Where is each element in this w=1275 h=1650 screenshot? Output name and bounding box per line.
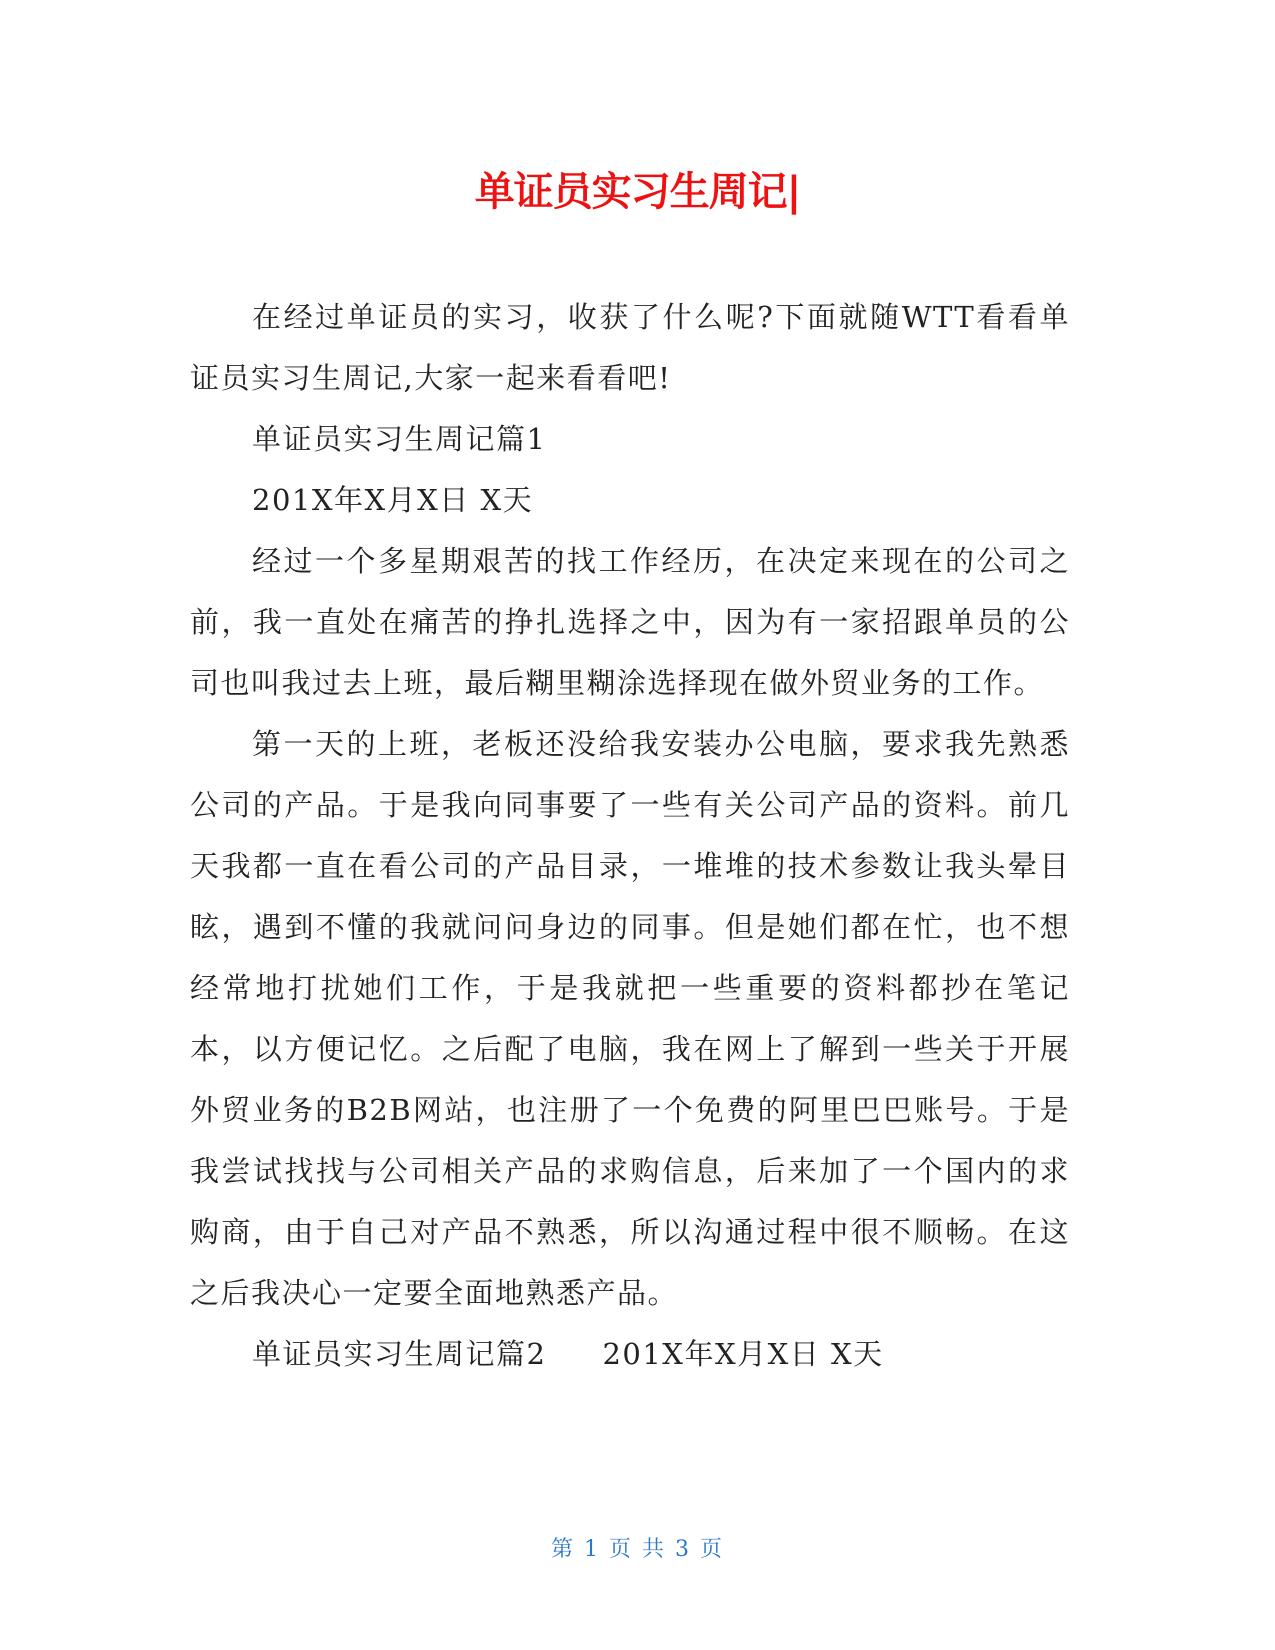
section-2-date: 201X年X月X日 X天 bbox=[602, 1337, 884, 1371]
document-body bbox=[190, 287, 1070, 1385]
intro-paragraph: 在经过单证员的实习，收获了什么呢?下面就随WTT看看单证员实习生周记,大家一起来看看吧! bbox=[190, 300, 1070, 395]
body-paragraph-1: 经过一个多星期艰苦的找工作经历，在决定来现在的公司之前，我一直处在痛苦的挣扎选择之中，因为有一家招跟单员的公司也叫我过去上班，最后糊里糊涂选择现在做外贸业务的工作。 bbox=[190, 544, 1070, 700]
footer-current-page: 1 bbox=[583, 1537, 600, 1562]
section-1-heading: 单证员实习生周记篇1 bbox=[252, 422, 547, 456]
body-paragraph-2: 第一天的上班，老板还没给我安装办公电脑，要求我先熟悉公司的产品。于是我向同事要了一些有关公司产品的资料。前几天我都一直在看公司的产品目录，一堆堆的技术参数让我头晕目眩，遇到不懂的我就问问身边的同事。但是她们都在忙，也不想经常地打扰她们工作，于是我就把一些重要的资料都抄在笔记本，以方便记忆。之后配了电脑，我在网上了解到一些关于开展外贸业务的B2B网站，也注册了一个免费的阿里巴巴账号。于是我尝试找找与公司相关产品的求购信息，后来加了一个国内的求购商，由于自己对产品不熟悉，所以沟通过程中很不顺畅。在这之后我决心一定要全面地熟悉产品。 bbox=[190, 727, 1070, 1310]
footer-label-di: 第 bbox=[550, 1537, 575, 1562]
footer-total-pages: 3 bbox=[675, 1537, 692, 1562]
section-1-date: 201X年X月X日 X天 bbox=[252, 483, 534, 517]
section-2-heading: 单证员实习生周记篇2 bbox=[252, 1337, 547, 1371]
footer-label-ye-2: 页 bbox=[700, 1537, 725, 1562]
footer-label-ye: 页 bbox=[608, 1537, 633, 1562]
section-2-line bbox=[190, 1324, 1070, 1385]
page-footer bbox=[0, 1535, 1275, 1565]
page-title: 单证员实习生周记| bbox=[474, 169, 801, 215]
footer-label-gong: 共 bbox=[642, 1537, 667, 1562]
